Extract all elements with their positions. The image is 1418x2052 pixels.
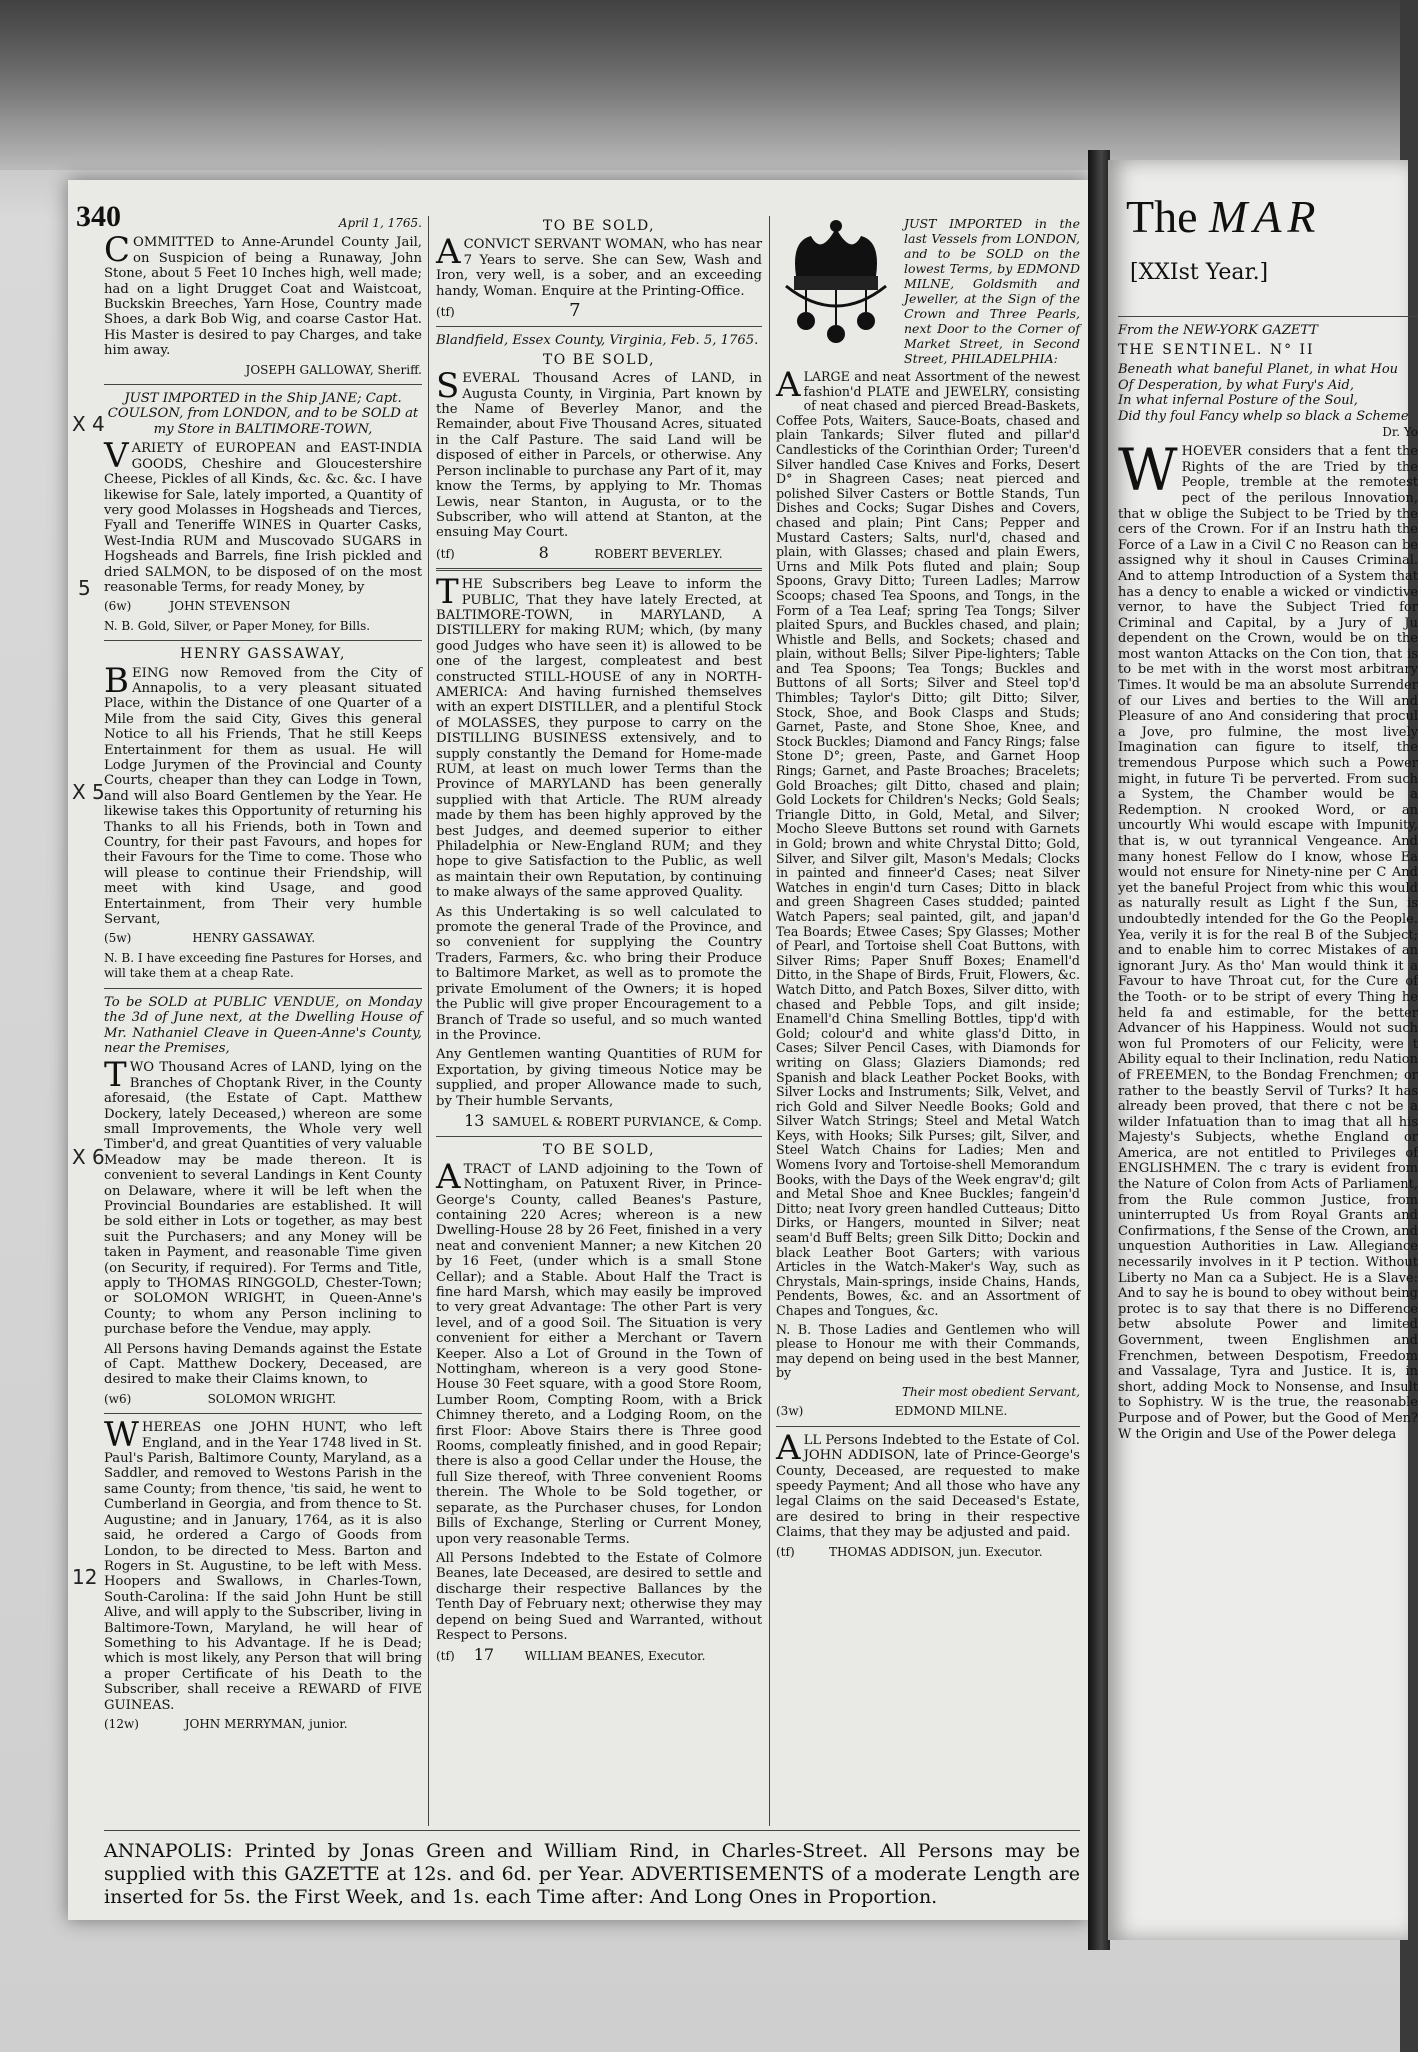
divider xyxy=(104,1413,422,1414)
ad-milne-closing: Their most obedient Servant, xyxy=(902,1384,1080,1399)
margin-mark-4: X 6 xyxy=(72,1145,105,1169)
ad-gassaway-signature: HENRY GASSAWAY. xyxy=(192,931,316,946)
ad-beverley-signature: ROBERT BEVERLEY. xyxy=(594,546,723,561)
divider xyxy=(104,640,422,641)
masthead-title-italic: MAR xyxy=(1209,191,1322,242)
ad-vendue-signature-line xyxy=(104,1392,422,1407)
crown-and-pearls-icon xyxy=(776,216,896,348)
ad-hunt-number: (12w) xyxy=(104,1716,139,1731)
ad-convict-mark: 7 xyxy=(569,300,581,322)
column-1 xyxy=(104,216,422,1736)
ad-milne-body: ALARGE and neat Assortment of the newest fashion'd PLATE and JEWELRY, consisting of neat chased and pierced Bread-Baskets, Coffee Pots, Waiters, Sauce-Boats, chased and plain Tankards; Silver fluted and pillar'd Candlesticks of the Corinthian Order; Tureen'd Silver handled Case Knives and Forks, Desert D° in Shagreen Cases; neat pierced and polished Silver Casters or Bottle Stands, Tun Dishes and Cocks; Sugar Dishes and Covers, chased and plain; Pint Cans; Pepper and Mustard Casters; Salts, nurl'd, chased and plain, with Glasses; chased and plain Ewers, Urns and Milk Pots fluted and plain; Soup Spoons, Gravy Ditto; Tureen Ladles; Marrow Scoops; chased Tea Spoons, and Tongs, in the Form of a Tea Leaf; spring Tea Tongs; Silver plaited Spurs, and Buckles chased, and plain; Whistle and Bells, and Sockets; chased and plain, without Bells; Silver Pipe-lighters; Table and Tea Spoons; Tea Tongs; Buckles and Buttons of all Sorts; Silver and Steel top'd Thimbles; Taylor's Ditto; gilt Ditto; Silver, Stock, Shoe, and Book Clasps and Studs; Garnet, Paste, and Stone Shoe, Knee, and Stock Buckles; Diamond and Fancy Rings; false Stone D°; green, Paste, and Garnet Hoop Rings; Garnet, and Paste Broaches; Bracelets; Gold Broaches; gilt Ditto, chased and plain; Gold Lockets for Children's Necks; Gold Seals; Triangle Ditto, in Gold, Metal, and Silver; Mocho Sleeve Buttons set round with Garnets in Gold; brown and white Chrystal Ditto; Gold, Silver, and Silver gilt, Mason's Medals; Clocks in painted and finneer'd Cases; neat Silver Watches in engin'd turn Cases; Ditto in black and green Shagreen Cases studded; painted Watch Papers; seal painted, gilt, and japan'd Tea Boards; Etwee Cases; Spy Glasses; Mother of Pearl, and Tortoise shell Coat Buttons, with Silver Rims; Paper Snuff Boxes; Enamell'd Ditto, in the Shape of Birds, Fruit, Flowers, &c. Watch Ditto, and Patch Boxes, Silver ditto, with chased and Pebble Tops, and gilt inside; Enamell'd China Smelling Bottles, tipp'd with Gold; colour'd and white glass'd Ditto, in Cases; Silver Pencil Cases, with Diamonds for writing on Glass; Glaziers Diamonds; red Spanish and black Leather Pocket Books, with Silver Locks and Instruments; Silk, Velvet, and rich Gold and Silver Needle Books; Gold and Silver Watch Strings; Steel and Metal Watch Keys, with Hooks; Silk Purses; gilt, Silver, and Steel Watch Chains for Ladies; Men and Womens Ivory and Tortoise-shell Memorandum Books, with the Days of the Week engrav'd; gilt and Metal Shoe and Knee Buckles; fangein'd Ditto; neat Ivory green handled Cutteaus; Ditto Dirks, or Hangers, mounted in Silver; neat seam'd Buff Belts; green Silk Ditto; Dockin and black Leather Boot Garters; with various Articles in the Watch-Maker's Way, such as Chrystals, Main-springs, inside Chains, Hands, Pendents, Bowes, &c. and an Assortment of Chapes and Tongues, &c. xyxy=(776,365,1080,1318)
ad-tract-mark: 17 xyxy=(473,1645,495,1665)
ad-hunt-signature-line xyxy=(104,1717,422,1732)
ad-convict-title: TO BE SOLD, xyxy=(542,218,656,234)
margin-mark-1: X 4 xyxy=(72,412,105,436)
margin-mark-3: X 5 xyxy=(72,780,105,804)
ad-milne-signature-line xyxy=(776,1404,1080,1419)
book-gutter xyxy=(1088,150,1110,1950)
ad-beverley-number: (tf) xyxy=(436,546,455,561)
ad-committed-body: COMMITTED to Anne-Arundel County Jail, on Suspicion of being a Runaway, John Stone, about 5 Feet 10 Inches high, well made; had on a light Drugget Coat and Waistcoat, Buckskin Breeches, Yarn Hose, Country made Shoes, a dark Bob Wig, and coarse Castor Hat. His Master is desired to pay Charges, and take him away. xyxy=(104,230,422,359)
ad-convict-footer xyxy=(436,300,762,322)
drop-cap-w: W xyxy=(1118,436,1178,505)
ad-vendue-heading: To be SOLD at PUBLIC VENDUE, on Monday the 3d of June next, at the Dwelling House of Mr. Nathaniel Cleave in Queen-Anne's County, near the Premises, xyxy=(104,994,422,1056)
column-rule-2 xyxy=(769,216,770,1826)
from-line: From the NEW-YORK GAZETT xyxy=(1118,323,1318,338)
ad-distillery-body-2: As this Undertaking is so well calculated to promote the general Trade of the Province, and so convenient for supplying the Country Traders, Farmers, &c. who bring their Produce to Baltimore Market, as well as to promote the private Emolument of the Owners; it is hoped the Public will give proper Encouragement to a Branch of Trade so useful, and so much wanted in the Province. xyxy=(436,904,762,1043)
ad-imported-number: (6w) xyxy=(104,599,132,614)
ad-gassaway-signature-line xyxy=(104,931,422,946)
sentinel-heading: THE SENTINEL. N° II xyxy=(1118,341,1315,358)
ad-vendue-signature: SOLOMON WRIGHT. xyxy=(207,1391,337,1406)
ad-milne-number: (3w) xyxy=(776,1404,804,1419)
ad-tract-body-2: All Persons Indebted to the Estate of Colmore Beanes, late Deceased, are desired to settle and discharge their respective Ballances by the Tenth Day of February next; otherwise they may depend on being Sued and Warranted, without Respect to Persons. xyxy=(436,1550,762,1643)
ad-gassaway-number: (5w) xyxy=(104,931,132,946)
ad-imported-heading: JUST IMPORTED in the Ship JANE; Capt. COULSON, from LONDON, and to be SOLD at my Store in BALTIMORE-TOWN, xyxy=(107,391,419,437)
ad-distillery-signature: SAMUEL & ROBERT PURVIANCE, & Comp. xyxy=(492,1114,762,1129)
margin-mark-5: 12 xyxy=(72,1565,98,1589)
sentinel-body xyxy=(1118,436,1418,1442)
masthead-year: [XXIst Year.] xyxy=(1130,260,1269,285)
masthead-title-pre: The xyxy=(1126,191,1198,242)
ad-beverley-mark: 8 xyxy=(538,542,549,562)
ad-imported-body: VARIETY of EUROPEAN and EAST-INDIA GOODS, Cheshire and Gloucestershire Cheese, Pickles of all Kinds, &c. &c. &c. I have likewise for Sale, lately imported, a Quantity of very good Molasses in Hogsheads and Tierces, Fyall and Teneriffe WINES in Quarter Casks, West-India RUM and Muscovado SUGARS in Hogsheads and Barrels, fine Irish pickled and dried SALMON, to be disposed of on the most reasonable Terms, for ready Money, by xyxy=(104,436,422,595)
ad-imported-nb: N. B. Gold, Silver, or Paper Money, for Bills. xyxy=(104,618,371,633)
sentinel-article xyxy=(1118,310,1418,1446)
ad-milne-heading: JUST IMPORTED in the last Vessels from LONDON, and to be SOLD on the lowest Terms, by EDMOND MILNE, Goldsmith and Jeweller, at the Sign of the Crown and Three Pearls, next Door to the Corner of Market Street, in Second Street, PHILADELPHIA: xyxy=(904,216,1080,366)
ad-addison-signature: THOMAS ADDISON, jun. Executor. xyxy=(828,1544,1043,1559)
ad-tract-title: TO BE SOLD, xyxy=(542,1142,656,1159)
ad-convict-number: (tf) xyxy=(436,305,455,320)
ad-committed-signature: JOSEPH GALLOWAY, Sheriff. xyxy=(245,362,422,377)
ad-vendue-body: TWO Thousand Acres of LAND, lying on the Branches of Choptank River, in the County aforesaid, (the Estate of Capt. Matthew Dockery, lately Deceased,) whereon are some small Improvements, the Whole very well Timber'd, and great Quantities of very valuable Meadow may be made thereon. It is convenient to several Landings in Kent County on Delaware, where it will be left when the Provincial Boundaries are established. It will be sold either in Lots or together, as may best suit the Purchasers; and any Money will be taken in Payment, and reasonable Time given (on Security, if required). For Terms and Title, apply to THOMAS RINGGOLD, Chester-Town; or SOLOMON WRIGHT, in Queen-Anne's County; to whom any Person inclining to purchase before the Vendue, may apply. xyxy=(104,1055,422,1338)
masthead-title xyxy=(1126,190,1322,243)
column-2 xyxy=(436,216,762,1669)
ad-date: April 1, 1765. xyxy=(338,216,422,230)
ad-gassaway-nb: N. B. I have exceeding fine Pastures for Horses, and will take them at a cheap Rate. xyxy=(104,950,422,981)
ad-tract-signature-line xyxy=(436,1647,762,1664)
divider xyxy=(436,326,762,327)
divider xyxy=(776,1426,1080,1427)
ad-beverley-body: SEVERAL Thousand Acres of LAND, in Augusta County, in Virginia, Part known by the Name of Beverley Manor, and the Remainder, about Five Thousand Acres, situated in the Calf Pasture. The said Land will be disposed of either in Parcels, or otherwise. Any Person inclinable to purchase any Part of it, may know the Terms, by applying to Mr. Thomas Lewis, near Stanton, in Augusta, or to the Subscriber, who will attend at Stanton, at the ensuing May Court. xyxy=(436,366,762,541)
ad-distillery-mark: 13 xyxy=(464,1110,485,1130)
page-number: 340 xyxy=(76,200,121,233)
imprint-footer: ANNAPOLIS: Printed by Jonas Green and William Rind, in Charles-Street. All Persons may be supplied with this GAZETTE at 12s. and 6d. per Year. ADVERTISEMENTS of a moderate Length are inserted for 5s. the First Week, and 1s. each Time after: And Long Ones in Proportion. xyxy=(104,1840,1080,1908)
verse-line-1: Beneath what baneful Planet, in what Hou xyxy=(1118,362,1399,378)
ad-vendue-body-2: All Persons having Demands against the Estate of Capt. Matthew Dockery, Deceased, are desired to make their Claims known, to xyxy=(104,1341,422,1388)
ad-tract-body: ATRACT of LAND adjoining to the Town of Nottingham, on Patuxent River, in Prince-George's County, called Beanes's Pasture, containing 220 Acres; whereon is a new Dwelling-House 28 by 26 Feet, finished in a very neat and convenient Manner; a new Kitchen 20 by 16 Feet, (under which is a small Stone Cellar); and a Stable. About Half the Tract is fine hard Marsh, which may easily be improved to very great Advantage: The other Part is very level, and of a good Soil. The Situation is very convenient for either a Merchant or Tavern Keeper. Also a Lot of Ground in the Town of Nottingham, whereon is a very good Stone-House 30 Feet square, with a good Store Room, Lumber Room, Compting Room, with a Brick Chimney thereto, and a Lodging Room, on the first Floor: Above Stairs there is Three good Rooms, compleatly finished, and in good Repair; there is also a good Cellar under the House, the full Size thereof, with Three convenient Rooms therein. The Whole to be Sold together, or separate, as the Purchaser chuses, for London Bills of Exchange, Sterling or Current Money, upon very reasonable Terms. xyxy=(436,1156,762,1547)
ad-addison-number: (tf) xyxy=(776,1544,795,1559)
column-3 xyxy=(776,216,1080,1564)
ad-distillery-signature-line xyxy=(436,1110,762,1130)
ad-milne-signature: EDMOND MILNE. xyxy=(894,1404,1008,1419)
ad-milne-nb: N. B. Those Ladies and Gentlemen who will please to Honour me with their Commands, may depend on being used in the best Manner, by xyxy=(776,1321,1080,1381)
verse-line-4: Did thy foul Fancy whelp so black a Scheme xyxy=(1118,408,1409,424)
divider xyxy=(104,384,422,385)
footer-rule xyxy=(104,1830,1080,1831)
divider xyxy=(436,1136,762,1137)
top-shadow xyxy=(0,0,1400,170)
ad-hunt-signature: JOHN MERRYMAN, junior. xyxy=(184,1716,348,1731)
ad-convict-body: ACONVICT SERVANT WOMAN, who has near 7 Years to serve. She can Sew, Wash and Iron, very well, is a sober, and an exceeding handy, Woman. Enquire at the Printing-Office. xyxy=(436,232,762,299)
ad-beverley-signature-line xyxy=(436,542,762,562)
verse-line-3: In what infernal Posture of the Soul, xyxy=(1118,393,1358,409)
ad-distillery-body: THE Subscribers beg Leave to inform the PUBLIC, That they have lately Erected, at BALTIMORE-TOWN, in MARYLAND, A DISTILLERY for making RUM; which, (by many good Judges who have seen it) is allowed to be one of the largest, compleatest and best constructed STILL-HOUSE of any in NORTH-AMERICA: And having furnished themselves with an expert DISTILLER, and a plentiful Stock of MOLASSES, they purpose to carry on the DISTILLING BUSINESS extensively, and to supply constantly the Demand for Home-made RUM, at least on much lower Terms than the Province of MARYLAND has been generally supplied with that Article. The RUM already made by them has been highly approved by the best Judges, and deemed superior to either Philadelphia or New-England RUM; and they hope to give Satisfaction to the Public, as well as maintain their own Reputation, by continuing to make always of the same approved Quality. xyxy=(436,572,762,901)
divider-double xyxy=(436,568,762,571)
ad-hunt-body: WHEREAS one JOHN HUNT, who left England, and in the Year 1748 lived in St. Paul's Parish, Baltimore County, Maryland, as a Saddler, and removed to Westons Parish in the same County; from thence, 'tis said, he went to Cumberland in Georgia, and from thence to St. Augustine; and in January, 1764, as it is also said, he ordered a Cargo of Goods from London, to be directed to Mess. Barton and Rogers in St. Augustine, to be left with Mess. Hoopers and Swallows, in Charles-Town, South-Carolina: If the said John Hunt be still Alive, and will apply to the Subscriber, living in Baltimore-Town, Maryland, he will hear of Something to his Advantage. If he is Dead; which is most likely, any Person that will bring a proper Certificate of his Death to the Subscriber, shall receive a REWARD of FIVE GUINEAS. xyxy=(104,1415,422,1713)
ad-beverley-title: TO BE SOLD, xyxy=(542,351,656,368)
divider xyxy=(1118,316,1418,317)
ad-gassaway-body: BEING now Removed from the City of Annapolis, to a very pleasant situated Place, within the Distance of one Quarter of a Mile from the said City, Gives this general Notice to all his Friends, That he still Keeps Entertainment for them as usual. He will Lodge Jurymen of the Provincial and County Courts, cheaper than they can Lodge in Town, and will also Board Gentlemen by the Year. He likewise takes this Opportunity of returning his Thanks to all his Friends, both in Town and Country, for their past Favours, and hopes for their Favours for the Time to come. Those who will please to continue their Friendship, will meet with kind Usage, and good Entertainment, from Their very humble Servant, xyxy=(104,660,422,928)
newspaper-page-left xyxy=(68,180,1088,1920)
ad-beverley-place: Blandfield, Essex County, Virginia, Feb. 5, 1765. xyxy=(436,333,759,349)
ad-tract-number: (tf) xyxy=(436,1649,455,1664)
ad-distillery-body-3: Any Gentlemen wanting Quantities of RUM for Exportation, by giving timeous Notice may be supplied, and proper Allowance made to such, by Their humble Servants, xyxy=(436,1047,762,1109)
newspaper-page-right xyxy=(1108,160,1418,1940)
column-rule-1 xyxy=(428,216,429,1826)
margin-mark-2: 5 xyxy=(78,576,91,600)
ad-gassaway-title: HENRY GASSAWAY, xyxy=(180,646,346,663)
ad-imported-signature-line xyxy=(104,599,422,614)
verse-line-2: Of Desperation, by what Fury's Aid, xyxy=(1118,377,1354,393)
ad-imported-signature: JOHN STEVENSON xyxy=(169,599,291,614)
ad-addison-signature-line xyxy=(776,1545,1080,1560)
ad-vendue-number: (w6) xyxy=(104,1391,132,1406)
ad-tract-signature: WILLIAM BEANES, Executor. xyxy=(524,1649,706,1664)
verse-author: Dr. Yo xyxy=(1382,424,1418,439)
ad-addison-body: ALL Persons Indebted to the Estate of Col. JOHN ADDISON, late of Prince-George's County, Deceased, are requested to make speedy Payment; And all those who have any legal Claims on the said Deceased's Estate, are desired to bring in their respective Claims, that they may be adjusted and paid. xyxy=(776,1427,1080,1541)
sentinel-body-text: HOEVER considers that a fent the Rights of the are Tried by the People, tremble at the remotest pect of the perilous Innovation, that w oblige the Subject to be Tried by the cers of the Crown. For if an Instru hath the Force of a Law in a Civil C no Reason can be assigned why it shoul in Causes Criminal. And to attemp Introduction of a System that has a dency to enable a wicked or vindictive vernor, to have the Subject Tried for Criminal and Capital, by a Jury of Ju dependent on the Crown, would be on the most wanton Attacks on the Con tion, that is to be met with in the worst most arbitrary Times. It would be ma an absolute Surrender of our Lives and berties to the Will and Pleasure of ano And considering that procul a Jove, pro fulmine, the most lively Imagination can figure to itself, the tremendous Purpose which such a Power might, in future Ti be perverted. From such a System, the Chamber would be a Redemption. N crooked Word, or an uncourtly Whi would escape with Impunity, that is, w out tyrannical Vengeance. And many honest Fellow do I know, whose Ea would not ensure for Ninety-nine per C And yet the baneful Project from whic this would as naturally result as Light f the Sun, is undoubtedly intended for the Go the People. Yea, verily it is for the real B of the Subject; and to enable him to correc Mistakes of an ignorant Jury. As tho' Man would think it a Favour to have Throat cut, for the Cure of the Tooth- or to be stript of every Thing he held fa and estimable, for the better Advancer of his Happiness. Would not such won ful Promoters of our Felicity, were t Ability equal to their Inclination, redu Nation of FREEMEN, to the Bondag Frenchmen; or rather to the beastly Servil of Turks? It has already been proved, that there c not be a wilder Infatuation than to imag that all his Majesty's Subjects, whethe England or America, are not entitled to Privileges of ENGLISHMEN. The c trary is evident from the Nature of Colon from Acts of Parliament, from the Rule common Justice, from uninterrupted Us from Royal Grants and Confirmations, f the Sense of the Crown, and unquestion Authorities in Law. Allegiance necessarily involves in it P tection. Without Liberty no Man ca a Subject. He is a Slave: And to say he is bound to obey without being protec is to say that there is no Difference betw absolute Power and limited Government, tween Englishmen and Frenchmen, between Despotism, Freedom and Vassalage, Tyra and Justice. It is, in short, adding Mock to Nonsense, and Insult to Sophistry. W is the true, the reasonable Purpose and of Power, but the Good of Men? W the Origin and Use of the Power delega xyxy=(1118,444,1418,1442)
divider xyxy=(104,988,422,989)
